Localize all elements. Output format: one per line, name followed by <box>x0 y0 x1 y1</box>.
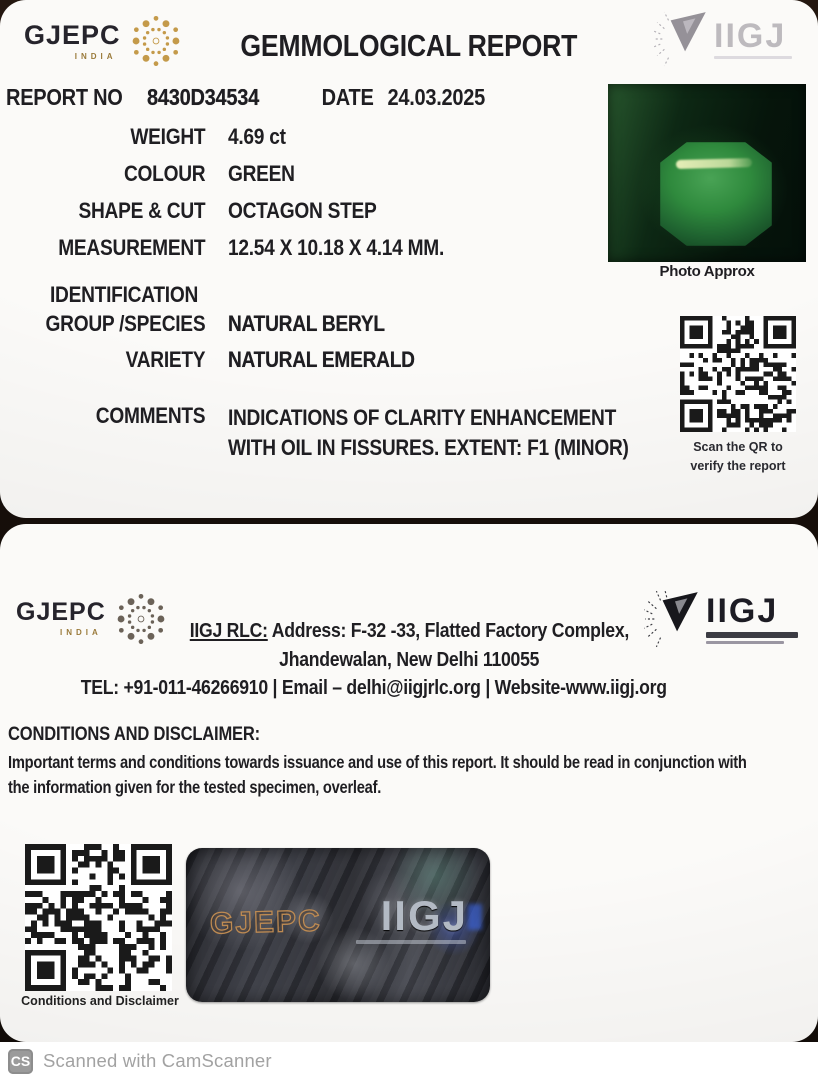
iigj-tagline-bar <box>706 632 798 638</box>
date-value: 24.03.2025 <box>387 84 486 110</box>
gjepc-india-label: INDIA <box>74 52 117 61</box>
address-label: IIGJ RLC: <box>189 619 268 642</box>
field-label: COLOUR <box>123 161 206 186</box>
address-line-2: Jhandewalan, New Delhi 110055 <box>278 648 540 671</box>
field-label: GROUP /SPECIES <box>45 311 206 336</box>
camscanner-label: Scanned with CamScanner <box>43 1050 272 1071</box>
disclaimer-qr-code <box>25 844 172 991</box>
hologram-sticker <box>186 848 490 1002</box>
field-label: SHAPE & CUT <box>78 198 206 223</box>
gem-highlight <box>676 158 752 169</box>
field-value: 4.69 ct <box>227 124 286 149</box>
gem-photo <box>608 84 806 262</box>
hologram-gjepc-wordmark: GJEPC <box>209 904 323 941</box>
report-meta-row <box>6 84 557 111</box>
identification-heading: IDENTIFICATION <box>50 282 199 307</box>
field-value: GREEN <box>227 161 295 186</box>
iigj-wordmark: IIGJ <box>714 17 787 55</box>
field-value: 12.54 X 10.18 X 4.14 MM. <box>227 235 445 260</box>
emerald-gem <box>660 142 772 246</box>
gjepc-wordmark: GJEPC <box>16 598 106 626</box>
field-label: VARIETY <box>125 347 206 372</box>
camscanner-icon: CS <box>8 1049 33 1074</box>
field-value: NATURAL BERYL <box>227 311 385 336</box>
camscanner-bar <box>0 1042 818 1080</box>
report-card <box>0 0 818 518</box>
comments-label: COMMENTS <box>95 403 206 428</box>
hologram-blue-glint <box>468 904 482 930</box>
gjepc-logo <box>16 590 170 648</box>
address-line-1: Address: F-32 -33, Flatted Factory Complex, <box>267 619 629 642</box>
iigj-wordmark: IIGJ <box>706 592 779 630</box>
comments-value: INDICATIONS OF CLARITY ENHANCEMENT WITH OIL IN FISSURES. EXTENT: F1 (MINOR) <box>227 405 629 460</box>
iigj-tagline-bar <box>714 56 792 59</box>
contact-line: TEL: +91-011-46266910 | Email – delhi@iigjrlc.org | Website-www.iigj.org <box>80 676 668 699</box>
disclaimer-qr-caption: Conditions and Disclaimer <box>21 994 179 1008</box>
gjepc-india-label: INDIA <box>59 628 102 637</box>
report-title: GEMMOLOGICAL REPORT <box>240 28 578 63</box>
report-no-value: 8430D34534 <box>146 84 259 110</box>
photo-caption: Photo Approx <box>659 263 755 280</box>
date-label: DATE <box>321 84 374 110</box>
info-card <box>0 524 818 1042</box>
hologram-iigj-subline <box>356 940 466 944</box>
disclaimer-text: Important terms and conditions towards issuance and use of this report. It should be read in conjunction with the information given for the tested specimen, overleaf. <box>8 752 747 797</box>
address-block <box>150 616 668 674</box>
field-value: NATURAL EMERALD <box>227 347 415 372</box>
verify-qr-caption: Scan the QR to verify the report <box>690 440 786 473</box>
field-label: WEIGHT <box>130 124 206 149</box>
gjepc-wordmark: GJEPC <box>24 20 121 50</box>
report-no-label: REPORT NO <box>6 84 123 110</box>
field-value: OCTAGON STEP <box>227 198 377 223</box>
field-label: MEASUREMENT <box>58 235 206 260</box>
iigj-tagline-bar <box>706 641 784 644</box>
verify-qr-code <box>680 316 796 432</box>
disclaimer-heading: CONDITIONS AND DISCLAIMER: <box>8 724 261 745</box>
hologram-iigj-wordmark: IIGJ <box>380 892 468 939</box>
